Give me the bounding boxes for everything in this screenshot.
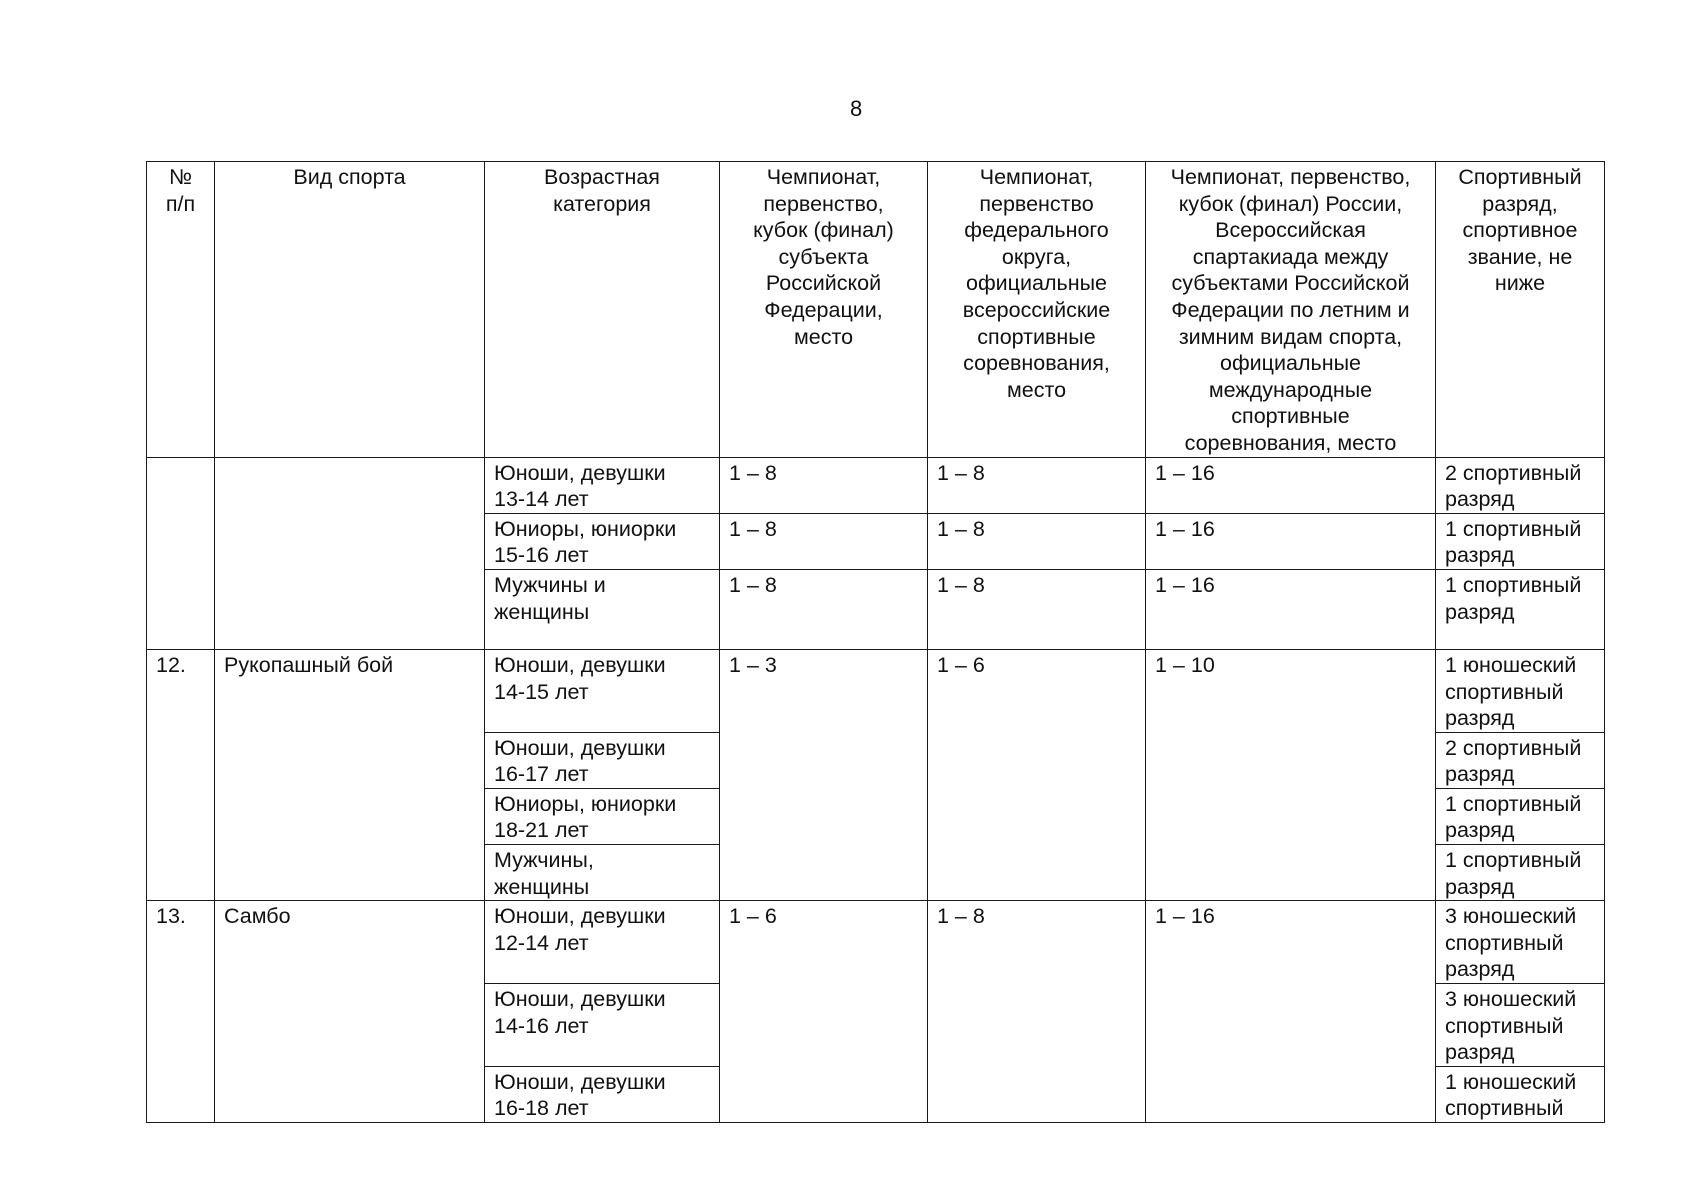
table-row [147, 649, 1605, 732]
age-cell: Мужчины, женщины [485, 845, 720, 901]
subject-place-cell: 1 – 3 [720, 649, 928, 900]
number-cell-empty [147, 457, 215, 649]
table-row [147, 457, 1605, 513]
subject-place-cell: 1 – 8 [720, 513, 928, 569]
age-cell: Юноши, девушки 16-18 лет [485, 1066, 720, 1122]
age-cell: Юниоры, юниорки 18-21 лет [485, 788, 720, 844]
rank-cell: 2 спортивный разряд [1436, 732, 1605, 788]
russia-place-cell: 1 – 16 [1146, 457, 1436, 513]
rank-cell: 1 спортивный разряд [1436, 513, 1605, 569]
sports-ranks-table [146, 161, 1605, 1123]
rank-cell: 1 спортивный разряд [1436, 845, 1605, 901]
sport-cell-empty [215, 457, 485, 649]
subject-place-cell: 1 – 6 [720, 901, 928, 1123]
district-place-cell: 1 – 8 [928, 569, 1146, 649]
number-cell: 13. [147, 901, 215, 1123]
table-header-row [147, 162, 1605, 458]
page-number: 8 [850, 96, 863, 121]
table-row [147, 901, 1605, 984]
age-cell: Юноши, девушки 12-14 лет [485, 901, 720, 984]
header-age-category: Возрастная категория [485, 162, 720, 458]
age-cell: Юноши, девушки 16-17 лет [485, 732, 720, 788]
age-cell: Юноши, девушки 14-15 лет [485, 649, 720, 732]
number-cell: 12. [147, 649, 215, 900]
header-sport: Вид спорта [215, 162, 485, 458]
header-sport-rank: Спортивный разряд, спортивное звание, не ниже [1436, 162, 1605, 458]
header-subject-championship: Чемпионат, первенство, кубок (финал) субъекта Российской Федерации, место [720, 162, 928, 458]
age-cell: Юноши, девушки 14-16 лет [485, 984, 720, 1067]
district-place-cell: 1 – 6 [928, 649, 1146, 900]
rank-cell: 3 юношеский спортивный разряд [1436, 984, 1605, 1067]
rank-cell: 1 спортивный разряд [1436, 569, 1605, 649]
age-cell: Юноши, девушки 13-14 лет [485, 457, 720, 513]
rank-cell: 1 юношеский спортивный разряд [1436, 649, 1605, 732]
rank-cell: 1 спортивный разряд [1436, 788, 1605, 844]
rank-cell: 2 спортивный разряд [1436, 457, 1605, 513]
header-district-championship: Чемпионат, первенство федерального округа, официальные всероссийские спортивные соревнования, место [928, 162, 1146, 458]
subject-place-cell: 1 – 8 [720, 457, 928, 513]
age-cell: Мужчины и женщины [485, 569, 720, 649]
russia-place-cell: 1 – 16 [1146, 901, 1436, 1123]
russia-place-cell: 1 – 16 [1146, 513, 1436, 569]
header-russia-championship: Чемпионат, первенство, кубок (финал) России, Всероссийская спартакиада между субъектами Российской Федерации по летним и зимним видам спорта, официальные международные спортивные соревнования, место [1146, 162, 1436, 458]
district-place-cell: 1 – 8 [928, 513, 1146, 569]
rank-cell: 1 юношеский спортивный [1436, 1066, 1605, 1122]
header-number: № п/п [147, 162, 215, 458]
district-place-cell: 1 – 8 [928, 901, 1146, 1123]
district-place-cell: 1 – 8 [928, 457, 1146, 513]
russia-place-cell: 1 – 16 [1146, 569, 1436, 649]
sport-cell: Самбо [215, 901, 485, 1123]
subject-place-cell: 1 – 8 [720, 569, 928, 649]
rank-cell: 3 юношеский спортивный разряд [1436, 901, 1605, 984]
sport-cell: Рукопашный бой [215, 649, 485, 900]
age-cell: Юниоры, юниорки 15-16 лет [485, 513, 720, 569]
russia-place-cell: 1 – 10 [1146, 649, 1436, 900]
